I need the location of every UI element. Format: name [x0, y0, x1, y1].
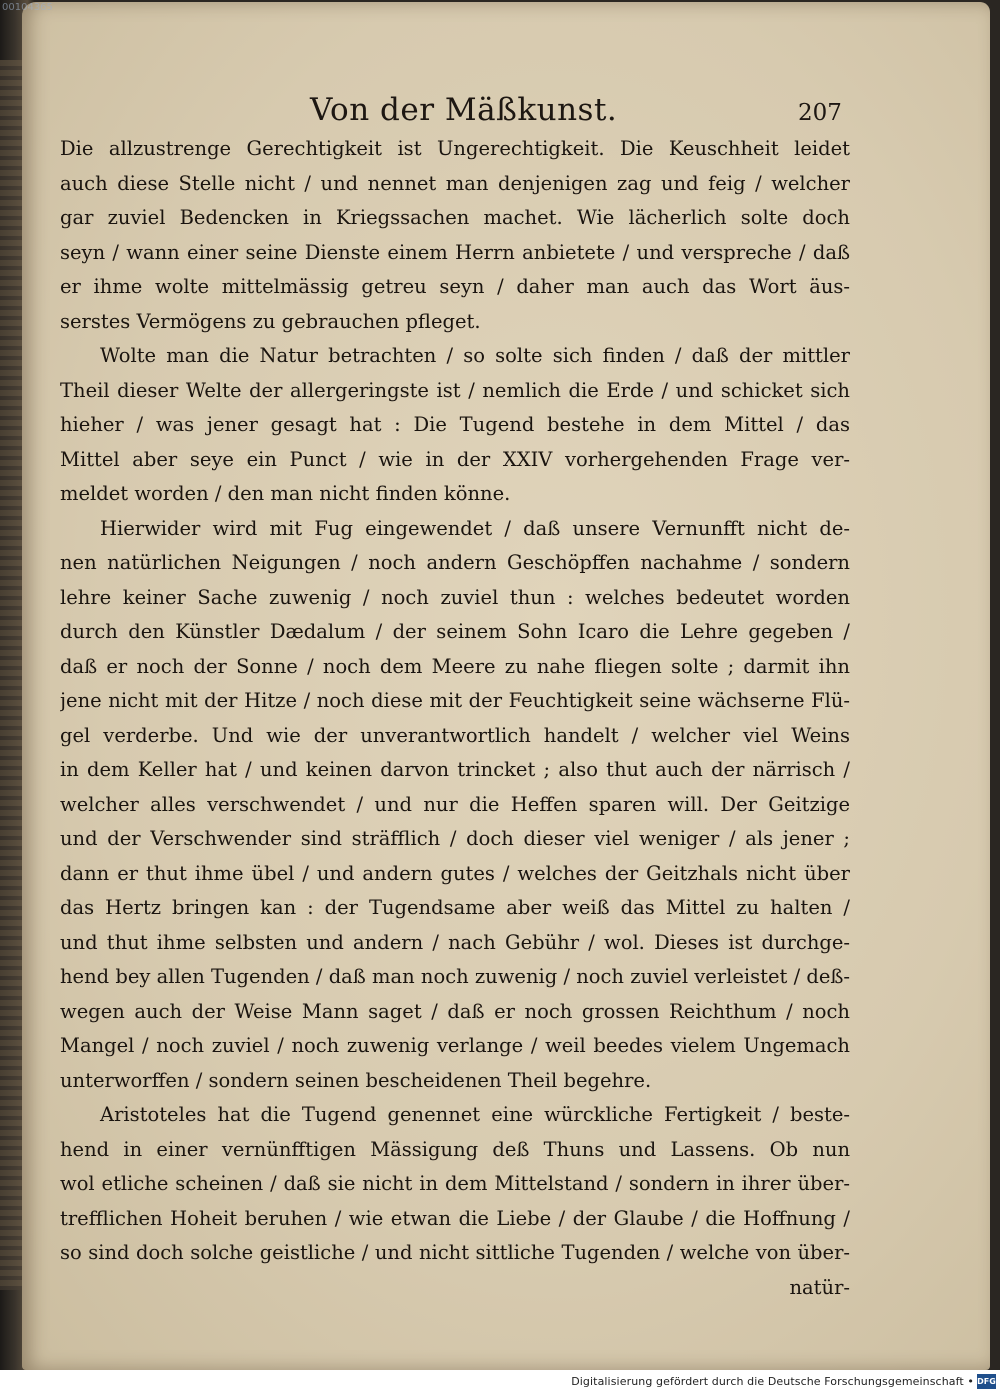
shelfmark: 00104365	[2, 2, 53, 13]
paragraph-start-line: Wolte man die Natur betrachten / so solte sich finden / daß der mittler	[100, 344, 850, 367]
text-line: auch diese Stelle nicht / und nennet man denjenigen zag und feig / welcher	[60, 171, 850, 195]
text-line: Theil dieser Welte der allergeringste ist / nemlich die Erde / und schicket sich	[60, 378, 850, 402]
text-line: hend bey allen Tugenden / daß man noch zuwenig / noch zuviel verleistet / deß-	[60, 965, 850, 988]
body-text	[60, 132, 850, 1305]
text-line: nen natürlichen Neigungen / noch andern Geschöpffen nachahme / sondern	[60, 551, 850, 574]
text-line: wol etliche scheinen / daß sie nicht in dem Mittelstand / sondern in ihrer über-	[60, 1172, 850, 1195]
text-line: das Hertz bringen kan : der Tugendsame aber weiß das Mittel zu halten /	[60, 896, 850, 919]
text-line: Mittel aber seye ein Punct / wie in der XXIV vorhergehenden Frage ver-	[60, 447, 850, 471]
text-line: er ihme wolte mittelmässig getreu seyn / daher man auch das Wort äus-	[60, 275, 850, 298]
digitization-footer	[0, 1370, 1000, 1394]
paragraph-start-line: Hierwider wird mit Fug eingewendet / daß unsere Vernunfft nicht de-	[100, 516, 850, 540]
text-line: Die allzustrenge Gerechtigkeit ist Ungerechtigkeit. Die Keuschheit leidet	[60, 137, 850, 160]
text-line: gar zuviel Bedencken in Kriegssachen machet. Wie lächerlich solte doch	[60, 206, 850, 229]
text-line: in dem Keller hat / und keinen darvon trincket ; also thut auch der närrisch /	[60, 758, 850, 781]
facing-page-text-edge	[0, 60, 22, 1290]
text-line: hieher / was jener gesagt hat : Die Tugend bestehe in dem Mittel / das	[60, 413, 850, 436]
text-line: welcher alles verschwendet / und nur die Heffen sparen will. Der Geitzige	[60, 792, 850, 816]
text-line: Mangel / noch zuviel / noch zuwenig verlange / weil beedes vielem Ungemach	[60, 1034, 850, 1057]
text-line: und der Verschwender sind sträfflich / doch dieser viel weniger / als jener ;	[60, 827, 850, 850]
text-line: lehre keiner Sache zuwenig / noch zuviel thun : welches bedeutet worden	[60, 585, 850, 609]
text-line: so sind doch solche geistliche / und nicht sittliche Tugenden / welche von über-	[60, 1241, 850, 1264]
text-line: und thut ihme selbsten und andern / nach Gebühr / wol. Dieses ist durchge-	[60, 930, 850, 954]
text-line: gel verderbe. Und wie der unverantwortlich handelt / welcher viel Weins	[60, 723, 850, 747]
text-line: unterworffen / sondern seinen bescheidenen Theil begehre.	[60, 1068, 652, 1092]
funding-credit: Digitalisierung gefördert durch die Deutsche Forschungsgemeinschaft •	[571, 1375, 974, 1388]
text-line: durch den Künstler Dædalum / der seinem Sohn Icaro die Lehre gegeben /	[60, 620, 850, 643]
text-line: seyn / wann einer seine Dienste einem Herrn anbietete / und verspreche / daß	[60, 240, 850, 264]
dfg-logo: DFG	[977, 1374, 996, 1389]
text-line: daß er noch der Sonne / noch dem Meere zu nahe fliegen solte ; darmit ihn	[60, 654, 850, 678]
paragraph-start-line: Aristoteles hat die Tugend genennet eine würckliche Fertigkeit / beste-	[100, 1103, 850, 1126]
text-line: jene nicht mit der Hitze / noch diese mit der Feuchtigkeit seine wächserne Flü-	[60, 689, 850, 712]
catchword: natür-	[789, 1275, 850, 1299]
text-line: serstes Vermögens zu gebrauchen pfleget.	[60, 309, 481, 333]
text-line: wegen auch der Weise Mann saget / daß er noch grossen Reichthum / noch	[60, 999, 850, 1023]
page-number: 207	[798, 100, 842, 126]
text-line: dann er thut ihme übel / und andern gutes / welches der Geitzhals nicht über	[60, 861, 850, 885]
text-line: hend in einer vernünfftigen Mässigung deß Thuns und Lassens. Ob nun	[60, 1137, 850, 1161]
text-line: trefflichen Hoheit beruhen / wie etwan die Liebe / der Glaube / die Hoffnung /	[60, 1206, 850, 1230]
running-head: Von der Mäßkunst.	[310, 92, 618, 128]
text-line: meldet worden / den man nicht finden könne.	[60, 482, 511, 505]
